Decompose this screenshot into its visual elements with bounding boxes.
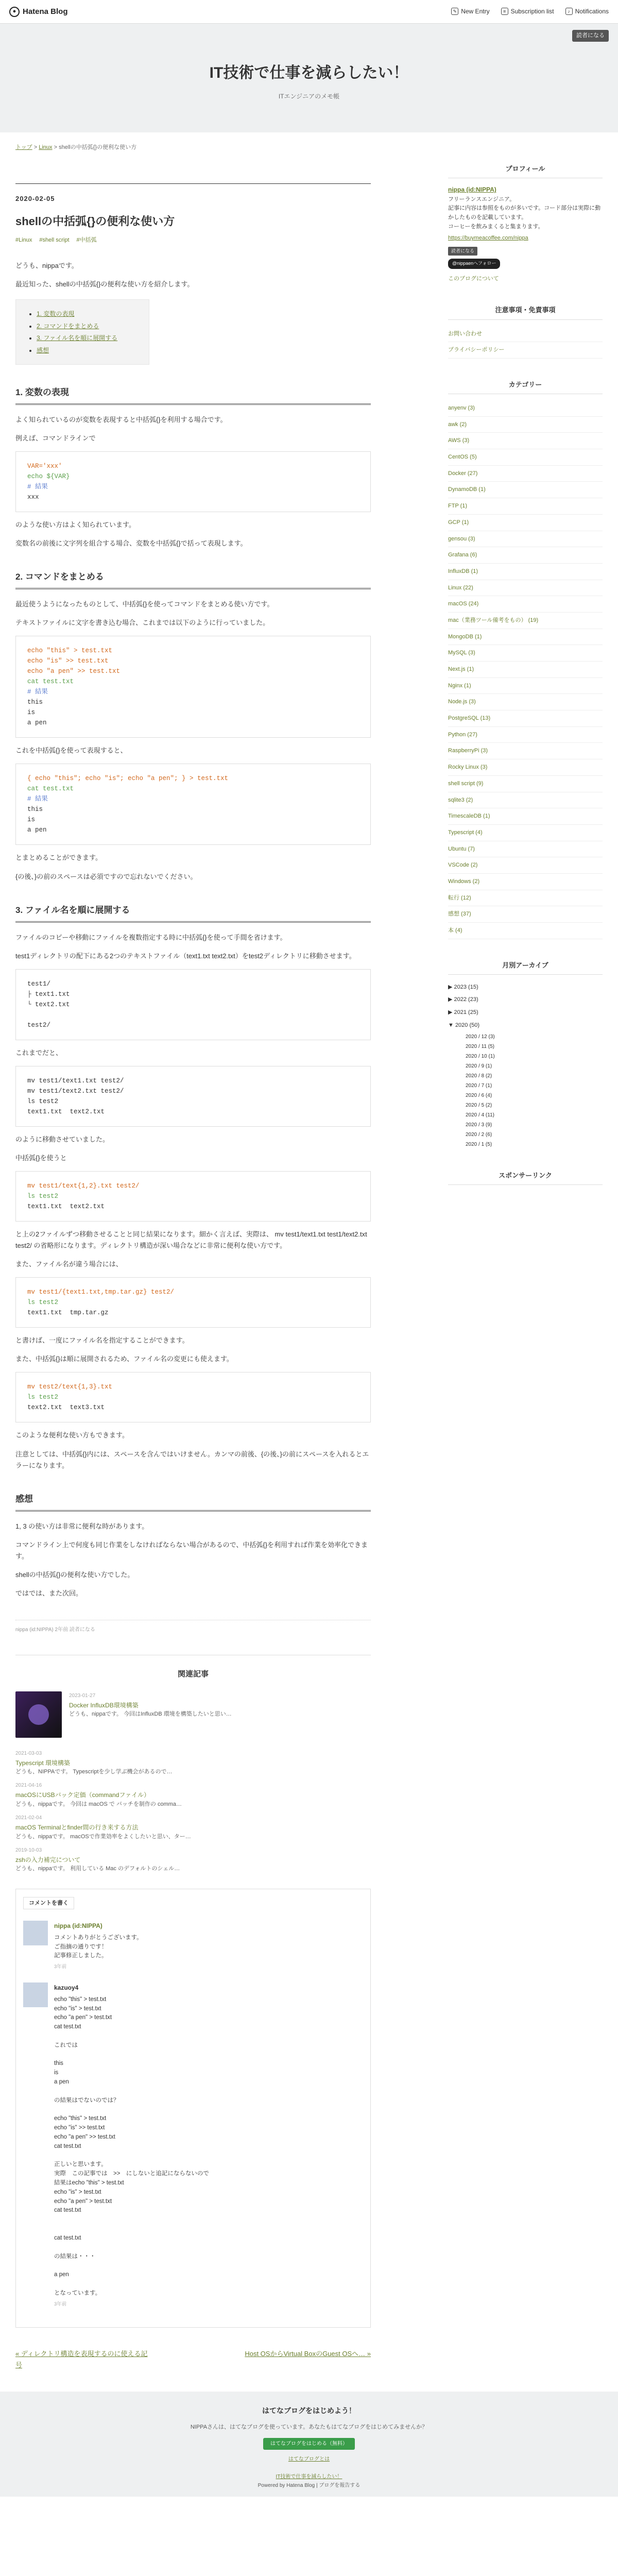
category-item[interactable]: Nginx (1) xyxy=(448,678,603,694)
category-item[interactable]: PostgreSQL (13) xyxy=(448,710,603,727)
category-item[interactable]: Python (27) xyxy=(448,727,603,743)
paragraph: {の後、}の前のスペースは必須ですので忘れないでください。 xyxy=(15,872,197,880)
code-line: text2.txt text3.txt xyxy=(27,1404,105,1412)
hatena-logo[interactable] xyxy=(9,5,68,19)
category-list xyxy=(448,400,603,939)
about-hatena-link[interactable]: はてなブログとは xyxy=(288,2456,330,2463)
new-entry-link[interactable] xyxy=(451,6,489,16)
code-line: xxx xyxy=(27,494,39,501)
hatena-logo-icon: ● xyxy=(9,7,20,17)
section-heading: 2. コマンドをまとめる xyxy=(15,570,371,589)
archive-months xyxy=(448,1032,603,1149)
paragraph: どうも、nippaです。 xyxy=(15,262,78,270)
category-item[interactable]: VSCode (2) xyxy=(448,857,603,874)
archive-month[interactable]: 2020 / 6 (4) xyxy=(466,1092,492,1098)
sponsor-module xyxy=(448,1170,603,1185)
comment-date[interactable]: 3年前 xyxy=(54,2301,67,2307)
category-item[interactable]: 本 (4) xyxy=(448,923,603,939)
toc-link[interactable]: 感想 xyxy=(37,346,49,354)
code-line: text1.txt tmp.tar.gz xyxy=(27,1309,109,1317)
category-item[interactable]: CentOS (5) xyxy=(448,449,603,466)
notifications-link[interactable] xyxy=(565,6,609,16)
code-line: is xyxy=(27,816,36,824)
code-line: ls test2 xyxy=(27,1192,59,1200)
code-line: cat test.txt xyxy=(27,678,74,686)
related-item[interactable] xyxy=(15,1781,371,1808)
category-item[interactable]: awk (2) xyxy=(448,417,603,433)
toc-item xyxy=(37,333,139,343)
category-item[interactable]: Node.js (3) xyxy=(448,694,603,710)
paragraph: と書けば、一度にファイル名を指定することができます。 xyxy=(15,1336,189,1345)
code-line: ls test2 xyxy=(27,1299,59,1307)
code-line: ├ text1.txt xyxy=(27,990,70,998)
paragraph: また、中括弧{}は順に展開されるため、ファイル名の変更にも使えます。 xyxy=(15,1355,233,1363)
category-item[interactable]: AWS (3) xyxy=(448,433,603,449)
sidebar xyxy=(448,132,603,2392)
subscribe-button[interactable]: 読者になる xyxy=(572,30,609,42)
profile-text: 記事に内容は参照をものが多いです。コード部分は実際に動かしたものを記載しています。 xyxy=(448,205,601,221)
category-link[interactable]: #shell script xyxy=(39,236,70,243)
blog-title[interactable]: IT技術で仕事を減らしたい！ xyxy=(209,64,409,81)
table-of-contents xyxy=(15,299,149,365)
list-icon: ≡ xyxy=(501,8,508,15)
paragraph: とまとめることができます。 xyxy=(15,854,102,862)
code-block xyxy=(15,1066,371,1127)
subscription-link[interactable] xyxy=(501,6,554,16)
new-entry-label: New Entry xyxy=(461,8,490,15)
code-block xyxy=(15,969,371,1040)
paragraph: 中括弧{}を使うと xyxy=(15,1154,67,1162)
archive-month[interactable]: 2020 / 7 (1) xyxy=(466,1082,492,1089)
category-item[interactable]: RaspberryPi (3) xyxy=(448,743,603,759)
category-item[interactable]: TimescaleDB (1) xyxy=(448,808,603,825)
entry-date[interactable]: 2020-02-05 xyxy=(15,195,55,203)
code-line: cat test.txt xyxy=(27,785,74,793)
code-line: a pen xyxy=(27,826,47,834)
code-line: a pen xyxy=(27,719,47,727)
entry-body xyxy=(15,260,371,1599)
paragraph: ファイルのコピーや移動にファイルを複数指定する時に中括弧{}を使って手間を省けます。 xyxy=(15,933,287,941)
paragraph: のように移動させていました。 xyxy=(15,1135,110,1143)
section-heading: 1. 変数の表現 xyxy=(15,385,371,405)
entry-title[interactable]: shellの中括弧{}の便利な使い方 xyxy=(15,215,175,228)
related-date: 2021-03-03 xyxy=(15,1750,42,1756)
paragraph: これを中括弧{}を使って表現すると、 xyxy=(15,747,127,755)
about-link[interactable]: このブログについて xyxy=(448,275,499,282)
code-line: test1/ xyxy=(27,980,51,988)
paragraph: 最近使うようになったものとして、中括弧{}を使ってコマンドをまとめる使い方です。 xyxy=(15,600,274,608)
module-title: プロフィール xyxy=(448,163,603,178)
related-item[interactable] xyxy=(15,1846,371,1873)
paragraph: 例えば、コマンドラインで xyxy=(15,434,96,442)
related-thumbnail[interactable] xyxy=(15,1691,62,1738)
breadcrumb-sep: > xyxy=(54,144,58,151)
related-snippet: どうも、nippaです。 利用している Mac のデフォルトのシェル… xyxy=(15,1866,180,1872)
paragraph: のような使い方はよく知られています。 xyxy=(15,521,135,529)
category-link[interactable]: #中括弧 xyxy=(76,236,97,243)
code-line: # 結果 xyxy=(27,688,48,696)
paragraph: よく知られているのが変数を表現すると中括弧{}を利用する場合です。 xyxy=(15,415,227,423)
paragraph: ではでは、また次回。 xyxy=(15,1589,83,1597)
module-title: カテゴリー xyxy=(448,379,603,394)
paragraph: と上の2ファイルずつ移動させることと同じ結果になります。細かく言えば、実際は、 mv test1/text1.txt test1/text2.txt test2/ の省略形になります。ディレクトリ構造が深い場合などに非常に便利な使い方です。 xyxy=(15,1230,367,1250)
category-item[interactable]: InfluxDB (1) xyxy=(448,564,603,580)
category-item[interactable]: FTP (1) xyxy=(448,498,603,515)
toc-link[interactable]: 2. コマンドをまとめる xyxy=(37,322,99,330)
related-title[interactable]: macOS Terminalとfinder間の行き来する方法 xyxy=(15,1824,139,1832)
module-title: 注意事項・免責事項 xyxy=(448,304,603,319)
paragraph: このような便利な使い方もできます。 xyxy=(15,1431,129,1439)
category-link[interactable]: #Linux xyxy=(15,236,32,243)
code-line: this xyxy=(27,806,43,814)
category-item[interactable]: Rocky Linux (3) xyxy=(448,759,603,776)
logo-text: Hatena Blog xyxy=(23,7,68,16)
code-line: ls test2 xyxy=(27,1394,59,1401)
code-line: mv test1/text2.txt test2/ xyxy=(27,1087,124,1095)
code-line: { echo "this"; echo "is"; echo "a pen"; } > test.txt xyxy=(27,775,229,783)
related-title[interactable]: Docker InfluxDB環境構築 xyxy=(69,1701,139,1709)
related-title[interactable]: Typescript 環境構築 xyxy=(15,1759,71,1767)
comments-section xyxy=(15,1889,371,2328)
code-line: echo ${VAR} xyxy=(27,473,70,481)
paragraph: コマンドライン上で何度も同じ作業をしなければならない場合があるので、中括弧{}を利用すれば作業を効率化できます。 xyxy=(15,1540,368,1560)
paragraph: 1, 3 の使い方は非常に便利な時があります。 xyxy=(15,1522,149,1530)
readers-button[interactable]: 読者になる xyxy=(448,247,477,256)
footer xyxy=(0,2392,618,2497)
breadcrumb-category[interactable]: Linux xyxy=(39,144,53,151)
paragraph: 最近知った、shellの中括弧{}の便利な使い方を紹介します。 xyxy=(15,280,194,289)
archive-month[interactable]: 2020 / 4 (11) xyxy=(466,1112,494,1118)
code-line: echo "this" > test.txt xyxy=(27,647,113,655)
category-item[interactable]: Linux (22) xyxy=(448,580,603,597)
code-line: ls test2 xyxy=(27,1097,59,1105)
code-line: mv test1/{text1.txt,tmp.tar.gz} test2/ xyxy=(27,1289,175,1296)
code-line: echo "a pen" >> test.txt xyxy=(27,668,121,675)
footer-powered: Powered by Hatena Blog | ブログを報告する xyxy=(258,2483,360,2489)
next-entry-link[interactable]: Host OSからVirtual BoxのGuest OSへ… » xyxy=(245,2349,371,2358)
blog-description: ITエンジニアのメモ帳 xyxy=(278,93,340,100)
code-line: echo "is" >> test.txt xyxy=(27,657,109,665)
breadcrumb-home[interactable]: トップ xyxy=(15,144,32,151)
toc-link[interactable]: 1. 変数の表現 xyxy=(37,310,75,318)
category-item[interactable]: MongoDB (1) xyxy=(448,629,603,646)
code-line: test2/ xyxy=(27,1021,51,1029)
code-block xyxy=(15,1171,371,1222)
archive-year[interactable]: ▶ 2022 (23) xyxy=(448,996,478,1003)
code-line: this xyxy=(27,699,43,706)
subscription-label: Subscription list xyxy=(510,8,554,15)
related-entries xyxy=(15,1655,371,1873)
category-item[interactable]: macOS (24) xyxy=(448,596,603,613)
related-title[interactable]: zshの入力補完について xyxy=(15,1856,81,1863)
code-block xyxy=(15,636,371,738)
comment-author[interactable]: kazuoy4 xyxy=(54,1984,79,1992)
footer-blog-link[interactable]: IT技術で仕事を減らしたい！ xyxy=(276,2474,342,2480)
archive-month[interactable]: 2020 / 8 (2) xyxy=(466,1073,492,1079)
paragraph: 注意としては、中括弧{}内には、スペースを含んではいけません。カンマの前後、{の後、}の前にスペースを入れるとエラーになります。 xyxy=(15,1450,369,1469)
related-date: 2021-02-04 xyxy=(15,1815,42,1821)
code-block xyxy=(15,1372,371,1422)
related-snippet: どうも、NIPPAです。 Typescriptを少し学ぶ機会があるので… xyxy=(15,1768,173,1775)
code-line: is xyxy=(27,709,36,717)
related-heading: 関連記事 xyxy=(177,1670,209,1679)
prev-entry-link[interactable]: « ディレクトリ構造を表現するのに使える記号 xyxy=(15,2349,148,2369)
breadcrumb-sep: > xyxy=(33,144,38,151)
profile-text: フリーランスエンジニア。 xyxy=(448,196,516,202)
code-line: # 結果 xyxy=(27,483,48,491)
bell-icon: ♪ xyxy=(565,8,573,15)
profile-name[interactable]: nippa (id:NIPPA) xyxy=(448,186,496,194)
avatar[interactable] xyxy=(23,1982,48,2007)
category-item[interactable]: anyenv (3) xyxy=(448,400,603,417)
category-item[interactable]: 転行 (12) xyxy=(448,890,603,907)
profile-link[interactable]: https://buymeacoffee.com/nippa xyxy=(448,235,528,242)
archive-module xyxy=(448,960,603,1149)
paragraph: shellの中括弧{}の便利な使い方でした。 xyxy=(15,1570,134,1579)
footer-title: はてなブログをはじめよう！ xyxy=(262,2406,356,2415)
related-item-featured[interactable] xyxy=(15,1691,371,1738)
blog-header xyxy=(0,24,618,132)
notice-link[interactable]: お問い合わせ xyxy=(448,326,603,343)
related-snippet: どうも、nippaです。 macOSで作業効率をよくしたいと思い、ター… xyxy=(15,1833,191,1840)
start-blog-button[interactable]: はてなブログをはじめる（無料） xyxy=(263,2438,355,2450)
archive-year[interactable]: ▶ 2021 (25) xyxy=(448,1009,478,1016)
archive-month[interactable]: 2020 / 11 (5) xyxy=(466,1043,494,1049)
category-item[interactable]: gensou (3) xyxy=(448,531,603,548)
toc-item xyxy=(37,309,139,319)
footer-desc: NIPPAさんは、はてなブログを使っています。あなたもはてなブログをはじめてみませんか？ xyxy=(190,2424,428,2430)
toc-link[interactable]: 3. ファイル名を順に展開する xyxy=(37,334,118,342)
archive-month[interactable]: 2020 / 5 (2) xyxy=(466,1102,492,1108)
category-item[interactable]: Docker (27) xyxy=(448,466,603,482)
category-item[interactable]: Grafana (6) xyxy=(448,547,603,564)
archive-year[interactable]: ▶ 2023 (15) xyxy=(448,984,478,990)
entry-footer: nippa (id:NIPPA) 2年前 読者になる xyxy=(15,1620,371,1634)
twitter-follow-button[interactable]: @nippaenへフォロー xyxy=(448,259,500,268)
code-line: └ text2.txt xyxy=(27,1001,70,1008)
code-line: VAR='xxx' xyxy=(27,463,62,470)
global-header xyxy=(0,0,618,24)
code-block xyxy=(15,451,371,512)
breadcrumb-current: shellの中括弧{}の便利な使い方 xyxy=(59,144,137,151)
avatar[interactable] xyxy=(23,1921,48,1945)
related-date: 2023-01-27 xyxy=(69,1692,96,1699)
section-heading: 3. ファイル名を順に展開する xyxy=(15,903,371,923)
module-title: 月別アーカイブ xyxy=(448,960,603,975)
archive-month[interactable]: 2020 / 10 (1) xyxy=(466,1053,495,1059)
paragraph: 変数名の前後に文字列を組合する場合、変数を中括弧{}で括って表現します。 xyxy=(15,539,247,548)
entry xyxy=(15,183,371,1634)
category-module xyxy=(448,379,603,939)
toc-item xyxy=(37,345,139,355)
paragraph: テキストファイルに文字を書き込む場合、これまでは以下のように行っていました。 xyxy=(15,619,270,627)
pen-icon: ✎ xyxy=(451,8,458,15)
code-block xyxy=(15,1277,371,1328)
write-comment-button[interactable]: コメントを書く xyxy=(23,1897,74,1910)
notice-module xyxy=(448,304,603,358)
category-item[interactable]: Ubuntu (7) xyxy=(448,841,603,858)
comment-date[interactable]: 3年前 xyxy=(54,1964,67,1970)
code-line: # 結果 xyxy=(27,795,48,803)
related-item[interactable] xyxy=(15,1814,371,1841)
notice-link[interactable]: プライバシーポリシー xyxy=(448,342,603,359)
comment-text: echo "this" > test.txt echo "is" > test.txt echo "a pen" > test.txt cat test.txt これでは this is a pen の結果はでないのでは？ echo "this" > test.txt echo "is" >> test.txt echo "a pen" >> test.txt cat test.txt 正しいと思います。 実際 この記事では >> にしないと追記にならないので 結果はecho "this" > test.txt echo "is" > test.txt echo "a pen" > test.txt cat test.txt cat test.txt の結果は・・・ a pen となっています。 xyxy=(54,1996,209,2296)
paragraph: また、ファイル名が違う場合には、 xyxy=(15,1260,123,1268)
profile-module xyxy=(448,163,603,284)
related-snippet: どうも、nippaです。 今回は macOS で バッチを制作の comma… xyxy=(15,1801,182,1807)
related-title[interactable]: macOSにUSBバック定価（commandファイル） xyxy=(15,1791,150,1799)
code-line: text1.txt text2.txt xyxy=(27,1202,105,1210)
code-line: text1.txt text2.txt xyxy=(27,1108,105,1115)
category-item[interactable]: DynamoDB (1) xyxy=(448,482,603,498)
archive-month[interactable]: 2020 / 3 (9) xyxy=(466,1122,492,1128)
profile-text: コーヒーを飲みまくると集まります。 xyxy=(448,223,544,230)
toc-item xyxy=(37,321,139,331)
paragraph: test1ディレクトリの配下にある2つのテキストファイル（text1.txt text2.txt）をtest2ディレクトリに移動させます。 xyxy=(15,952,356,960)
code-line: mv test1/text1.txt test2/ xyxy=(27,1077,124,1084)
paragraph: これまでだと、 xyxy=(15,1048,63,1057)
related-date: 2021-04-16 xyxy=(15,1783,42,1789)
related-item[interactable] xyxy=(15,1749,371,1776)
section-heading: 感想 xyxy=(15,1492,371,1512)
category-item[interactable]: 感想 (37) xyxy=(448,906,603,923)
notifications-label: Notifications xyxy=(575,8,609,15)
related-snippet: どうも、nippaです。 今回はInfluxDB 環境を構築したいと思い… xyxy=(69,1710,232,1717)
pager xyxy=(15,2348,371,2371)
comment-author[interactable]: nippa (id:NIPPA) xyxy=(54,1922,102,1930)
comment xyxy=(23,1921,363,1971)
breadcrumb xyxy=(15,132,371,163)
main-column xyxy=(15,132,371,2392)
category-item[interactable]: Windows (2) xyxy=(448,874,603,890)
category-item[interactable]: Next.js (1) xyxy=(448,662,603,678)
archive-month[interactable]: 2020 / 12 (3) xyxy=(466,1033,495,1040)
archive-month[interactable]: 2020 / 1 (5) xyxy=(466,1141,492,1147)
category-item[interactable]: sqlite3 (2) xyxy=(448,792,603,809)
archive-year[interactable]: ▼ 2020 (50) xyxy=(448,1022,480,1028)
code-line: mv test2/text{1,3}.txt xyxy=(27,1383,113,1391)
code-line: mv test1/text{1,2}.txt test2/ xyxy=(27,1182,140,1190)
code-block xyxy=(15,764,371,845)
comment-text: コメントありがとうございます。 ご指摘の通りです！ 記事修正しました。 xyxy=(54,1934,143,1959)
category-item[interactable]: GCP (1) xyxy=(448,515,603,531)
entry-categories xyxy=(15,235,371,245)
category-item[interactable]: shell script (9) xyxy=(448,776,603,792)
related-date: 2019-10-03 xyxy=(15,1847,42,1853)
category-item[interactable]: Typescript (4) xyxy=(448,825,603,841)
category-item[interactable]: MySQL (3) xyxy=(448,645,603,662)
comment xyxy=(23,1982,363,2308)
category-item[interactable]: mac（業務ツール備考をもの） (19) xyxy=(448,613,603,629)
archive-month[interactable]: 2020 / 9 (1) xyxy=(466,1063,492,1069)
archive-month[interactable]: 2020 / 2 (6) xyxy=(466,1131,492,1138)
module-title: スポンサーリンク xyxy=(448,1170,603,1185)
